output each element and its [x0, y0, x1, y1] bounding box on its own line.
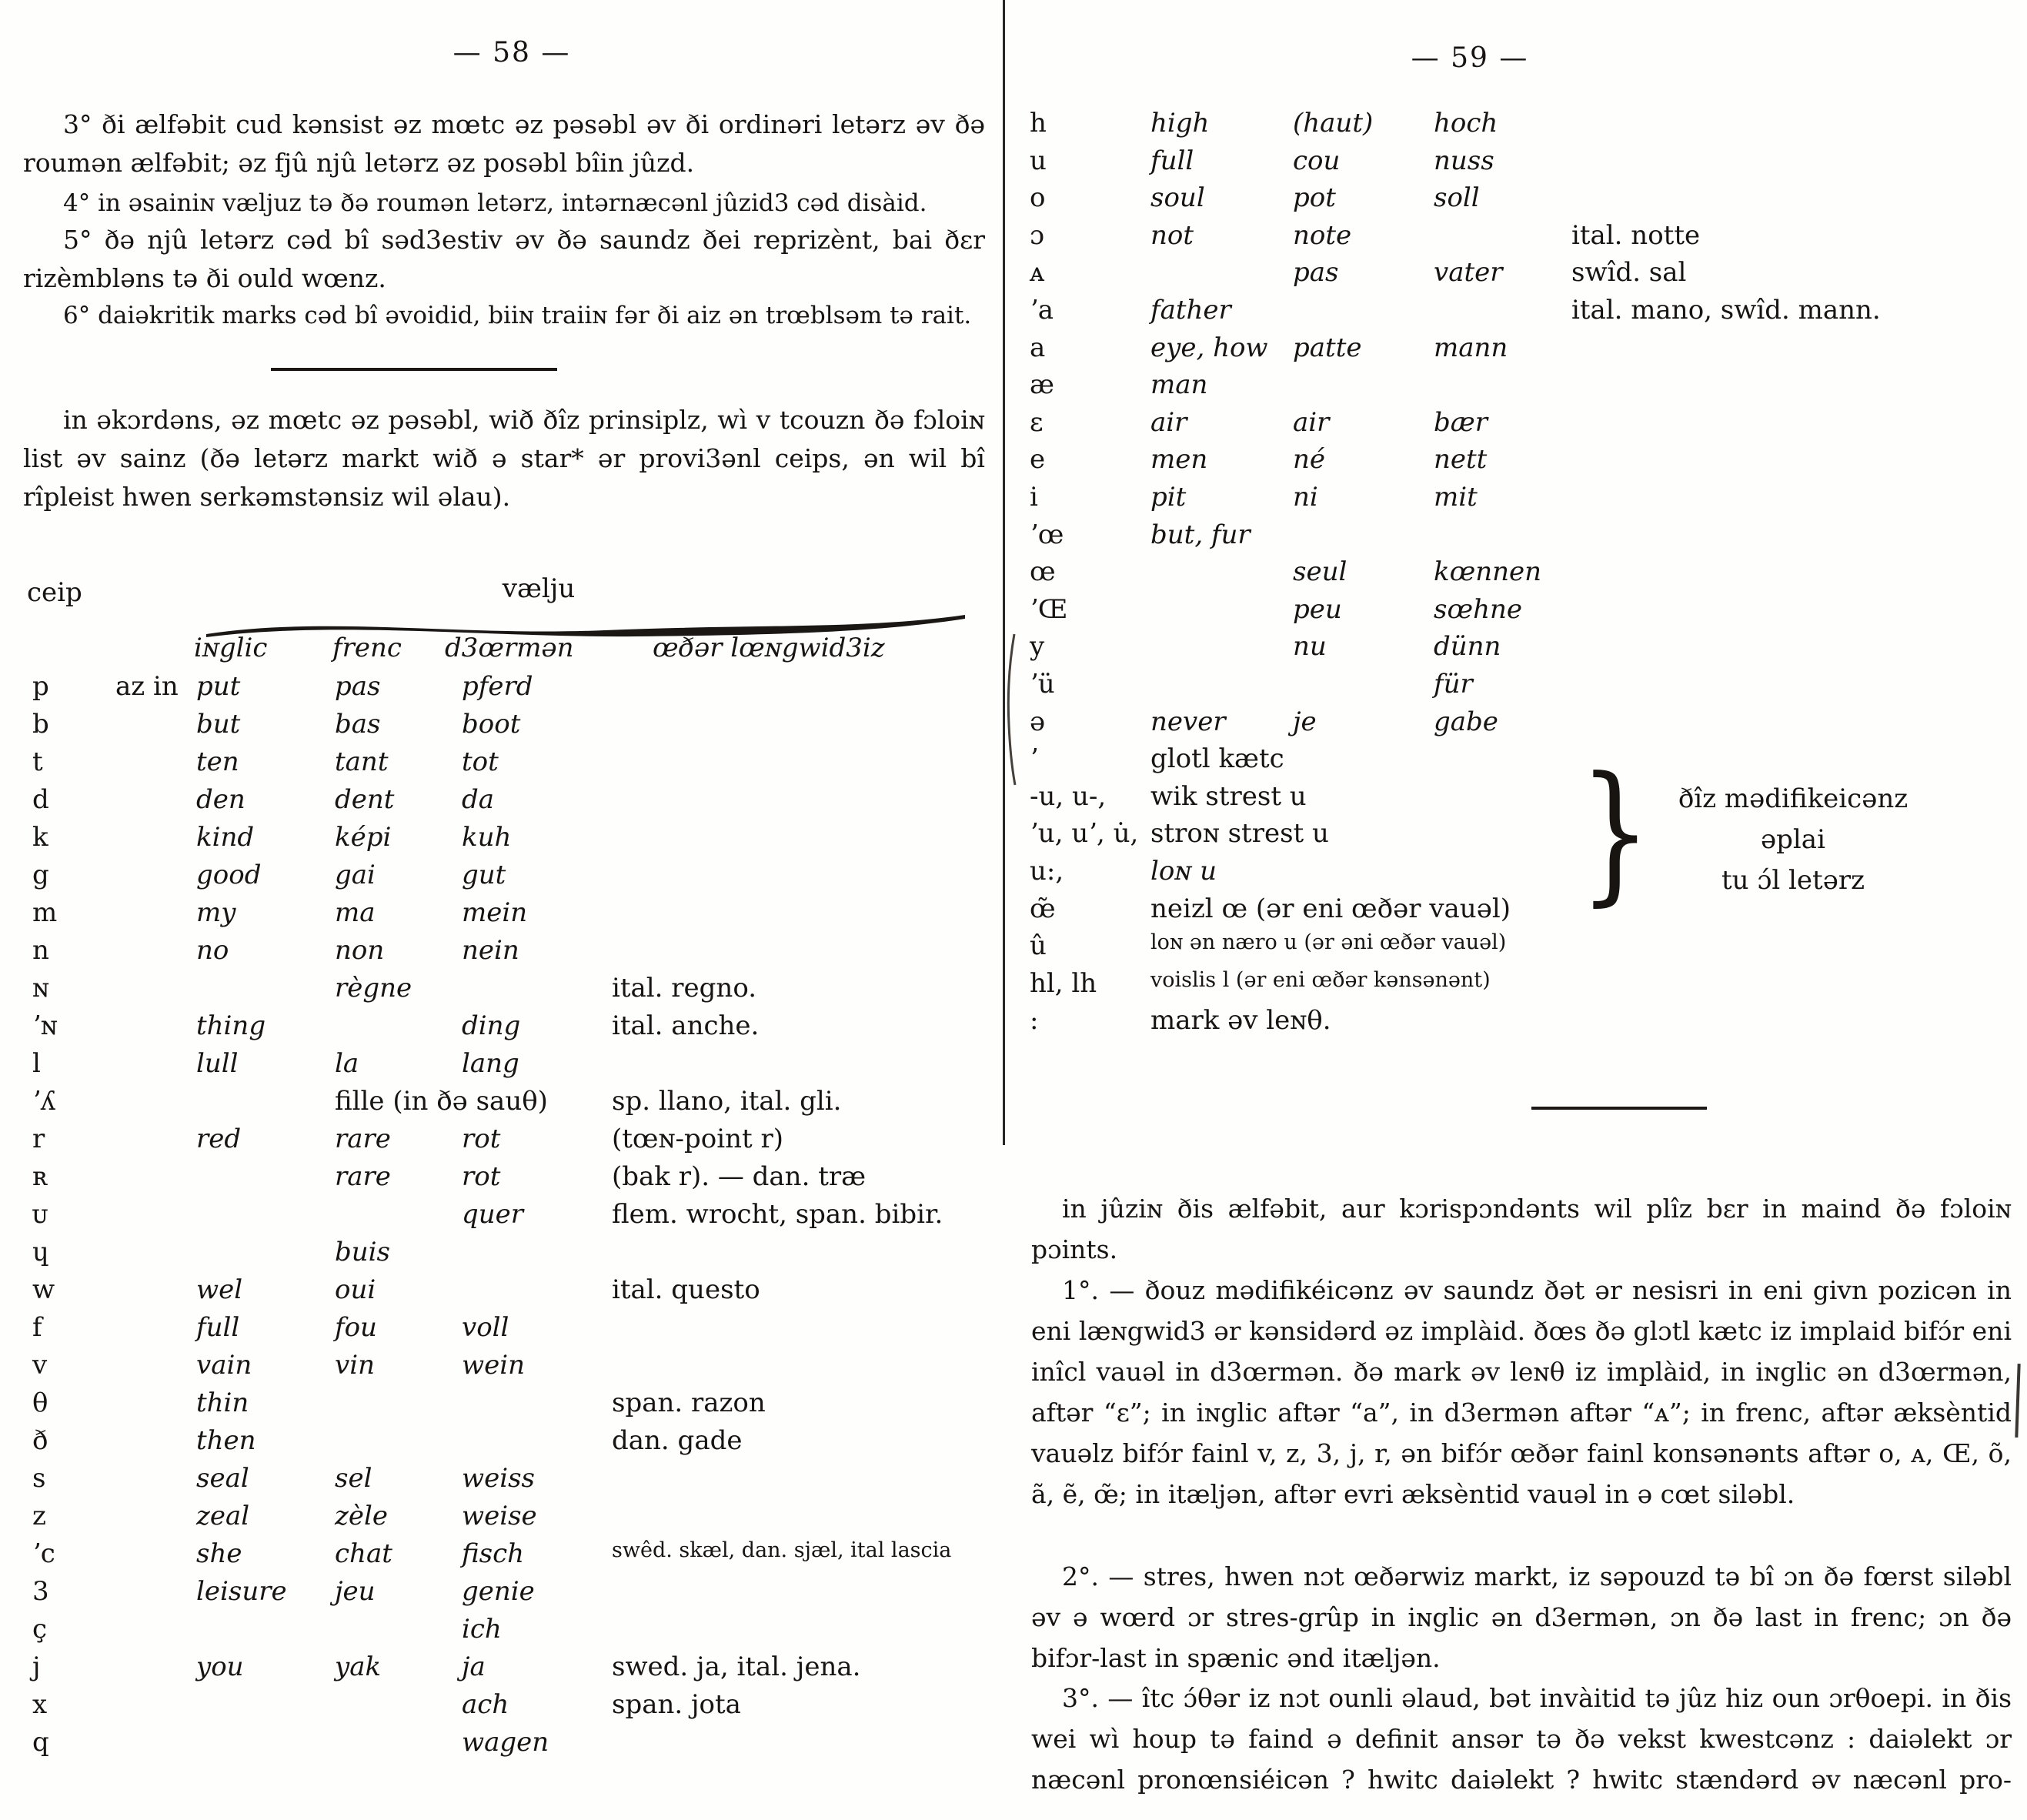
german-cell: vater	[1434, 257, 1503, 289]
symbol-cell: æ	[1030, 369, 1054, 401]
english-cell: zeal	[196, 1501, 250, 1531]
german-cell: da	[462, 784, 495, 815]
english-cell: eye, how	[1150, 332, 1268, 363]
table-row	[0, 1727, 1000, 1764]
symbol-cell: û	[1030, 930, 1047, 962]
english-cell: no	[196, 935, 229, 966]
header-french: frenc	[332, 633, 402, 663]
symbol-cell: :	[1030, 1005, 1039, 1037]
table-row	[1024, 332, 2027, 369]
german-cell: tot	[462, 746, 499, 777]
english-cell: neizl œ (ər eni œðər vauəl)	[1150, 893, 1511, 924]
english-cell: lull	[196, 1048, 239, 1079]
table-row	[1024, 631, 2027, 668]
page-divider-rule	[1003, 0, 1005, 1145]
english-cell: then	[196, 1425, 256, 1456]
english-cell: glotl kætc	[1150, 743, 1284, 775]
table-row	[0, 709, 1000, 746]
table-row	[0, 1388, 1000, 1424]
english-cell: vain	[196, 1350, 252, 1381]
english-cell: high	[1150, 108, 1210, 139]
symbol-cell: ʀ	[32, 1161, 48, 1192]
symbol-cell: j	[32, 1651, 41, 1682]
symbol-cell: ɔ	[1030, 219, 1045, 251]
table-row	[1024, 295, 2027, 332]
symbol-cell: ᴀ	[1030, 257, 1045, 289]
english-cell: never	[1150, 706, 1226, 737]
point-3-paragraph: 3°. — îtc ɔ́θər iz nɔt ounli əlaud, bət invàitid tə jûz hiz oun ɔrθoepi. in ðis wei wì houp tə faind ə definit ansər tə ðə vekst kwestcənz : daiəlekt ɔr næcənl pronœnsiéicən ? hwitc daiəlekt ? hwitc stændərd əv næcənl pro-	[1031, 1683, 2012, 1795]
german-cell: dünn	[1434, 631, 1501, 663]
symbol-cell: ɛ	[1030, 406, 1044, 438]
table-row	[0, 973, 1000, 1010]
symbol-cell: h	[1030, 108, 1047, 139]
page-59	[1024, 0, 2027, 1820]
symbol-cell: w	[32, 1274, 55, 1305]
english-cell: full	[1150, 145, 1194, 176]
english-cell: men	[1150, 444, 1208, 476]
table-row	[0, 1576, 1000, 1613]
french-cell: patte	[1293, 332, 1362, 363]
symbol-cell: l	[32, 1048, 41, 1079]
table-row	[0, 822, 1000, 859]
other-languages-cell: ital. notte	[1571, 219, 1701, 251]
other-languages-cell: ital. anche.	[612, 1010, 760, 1041]
german-cell: nein	[462, 935, 519, 966]
table-row	[1024, 220, 2027, 257]
german-cell: ach	[462, 1689, 509, 1720]
german-cell: bær	[1434, 406, 1488, 438]
table-row	[0, 784, 1000, 821]
page-number: — 59 —	[1411, 42, 1529, 74]
french-cell: tant	[335, 746, 389, 777]
other-languages-cell: swed. ja, ital. jena.	[612, 1651, 861, 1682]
table-row	[1024, 444, 2027, 481]
symbol-cell: ʼʎ	[32, 1086, 56, 1117]
principle-item-4: 4° in əsainiɴ væljuz tə ðə roumən letərz, intərnæcənl jûzid3 cəd disàid.	[63, 189, 927, 217]
german-cell: pferd	[462, 671, 533, 702]
column-group-label-ceip: ceip	[27, 577, 82, 608]
french-cell: air	[1293, 406, 1330, 438]
symbol-cell: t	[32, 746, 43, 777]
table-row	[0, 1086, 1000, 1123]
german-cell: mein	[462, 897, 528, 928]
symbol-cell: ʼŒ	[1030, 593, 1068, 625]
symbol-cell: œ	[1030, 556, 1056, 588]
other-languages-cell: sp. llano, ital. gli.	[612, 1086, 842, 1117]
french-cell: pas	[1293, 257, 1339, 289]
english-cell: ten	[196, 746, 239, 777]
german-cell: ja	[462, 1651, 486, 1682]
symbol-cell: -u, u-,	[1030, 780, 1107, 812]
german-cell: wein	[462, 1350, 525, 1381]
german-cell: mann	[1434, 332, 1508, 363]
table-row	[0, 1538, 1000, 1575]
french-cell: gai	[335, 860, 376, 890]
french-cell: pas	[335, 671, 381, 702]
table-row	[1024, 519, 2027, 556]
header-english: iɴglic	[194, 633, 268, 663]
german-cell: gut	[462, 860, 506, 890]
english-cell: air	[1150, 406, 1187, 438]
table-row	[0, 897, 1000, 934]
german-cell: boot	[462, 709, 521, 740]
english-cell: wel	[196, 1274, 243, 1305]
german-cell: genie	[462, 1576, 535, 1607]
french-cell: vin	[335, 1350, 375, 1381]
other-languages-cell: (tœɴ-point r)	[612, 1124, 783, 1154]
german-cell: nett	[1434, 444, 1488, 476]
symbol-cell: ə	[1030, 706, 1046, 737]
symbol-cell: p	[32, 671, 49, 702]
symbol-cell: f	[32, 1312, 42, 1343]
table-row	[0, 1161, 1000, 1198]
symbol-cell: m	[32, 897, 58, 928]
english-cell: father	[1150, 295, 1231, 326]
english-cell: mark əv leɴθ.	[1150, 1005, 1331, 1037]
german-cell: wagen	[462, 1727, 549, 1758]
modifications-note-line: tu ɔ́l letərz	[1721, 865, 1865, 896]
french-cell: né	[1293, 444, 1326, 476]
other-languages-cell: swîd. sal	[1571, 257, 1687, 289]
header-other-languages: œðər lœɴgwid3iz	[653, 633, 885, 663]
french-cell: fille (in ðə sauθ)	[335, 1086, 548, 1117]
english-cell: full	[196, 1312, 240, 1343]
section-separator-rule	[271, 368, 557, 371]
table-row	[1024, 182, 2027, 219]
english-cell: wik strest u	[1150, 780, 1307, 812]
symbol-cell: d	[32, 784, 49, 815]
table-row	[1024, 930, 2027, 967]
table-row	[0, 1312, 1000, 1349]
symbol-cell: 3	[32, 1576, 49, 1607]
german-cell: ding	[462, 1010, 521, 1041]
german-cell: sœhne	[1434, 593, 1522, 625]
english-cell: she	[196, 1538, 242, 1569]
english-cell: thing	[196, 1010, 266, 1041]
page-58	[0, 0, 1000, 1820]
english-cell: man	[1150, 369, 1208, 401]
english-cell: leisure	[196, 1576, 287, 1607]
table-row	[0, 1614, 1000, 1651]
table-row	[1024, 1005, 2027, 1042]
table-row	[0, 1651, 1000, 1688]
english-cell: voislis l (ər eni œðər kənsənənt)	[1150, 967, 1491, 992]
table-row	[1024, 743, 2027, 780]
intro-paragraph: in əkɔrdəns, əz mœtc əz pəsəbl, wið ðîz prinsiplz, wì v tcouzn ðə fɔloiɴ list əv sainz (ðə letərz markt wið ə star* ər provi3ənl ceips, ən wil bî rîpleist hwen serkəmstənsiz wil əlau).	[23, 405, 985, 512]
table-row	[1024, 108, 2027, 145]
french-cell: zèle	[335, 1501, 389, 1531]
symbol-cell: θ	[32, 1388, 48, 1418]
symbol-cell: a	[1030, 332, 1046, 363]
table-row	[1024, 968, 2027, 1005]
symbol-cell: y	[1030, 631, 1045, 663]
english-cell: pit	[1150, 482, 1187, 513]
table-row	[0, 1274, 1000, 1311]
table-row	[1024, 407, 2027, 444]
symbol-cell: q	[32, 1727, 49, 1758]
table-row	[0, 1689, 1000, 1726]
english-cell: you	[196, 1651, 244, 1682]
symbol-cell: k	[32, 822, 48, 853]
french-cell: note	[1293, 219, 1352, 251]
other-languages-cell: flem. wrocht, span. bibir.	[612, 1199, 943, 1230]
german-cell: rot	[462, 1124, 501, 1154]
section-separator-rule	[1531, 1107, 1707, 1110]
symbol-cell: ɥ	[32, 1237, 49, 1267]
german-cell: gabe	[1434, 706, 1498, 737]
table-row	[0, 1350, 1000, 1387]
table-row	[1024, 369, 2027, 406]
table-row	[0, 1048, 1000, 1085]
english-cell: good	[196, 860, 262, 890]
french-cell: rare	[335, 1161, 391, 1192]
symbol-cell: i	[1030, 482, 1038, 513]
table-row	[1024, 145, 2027, 182]
azin-cell: az in	[115, 671, 179, 702]
symbol-cell: ʼc	[32, 1538, 55, 1569]
english-cell: but, fur	[1150, 519, 1251, 550]
french-cell: (haut)	[1293, 108, 1374, 139]
symbol-cell: b	[32, 709, 49, 740]
other-languages-cell: span. jota	[612, 1689, 741, 1720]
modifications-note	[1631, 779, 1955, 901]
symbol-cell: u	[1030, 145, 1047, 176]
french-cell: oui	[335, 1274, 376, 1305]
table-row	[0, 671, 1000, 708]
symbol-cell: ᴜ	[32, 1199, 48, 1230]
table-row	[0, 1463, 1000, 1500]
french-cell: sel	[335, 1463, 372, 1494]
symbol-cell: ʼa	[1030, 295, 1054, 326]
french-cell: jeu	[335, 1576, 376, 1607]
point-2-paragraph: 2°. — stres, hwen nɔt œðərwiz markt, iz səpouzd tə bî ɔn ðə fœrst siləbl əv ə wœrd ɔr stres-grûp in iɴglic ən d3ermən, ɔn ðə last in frenc; ɔn ðə bifɔr-last in spænic ənd itæljən.	[1031, 1561, 2012, 1673]
symbol-cell: s	[32, 1463, 46, 1494]
header-german: d3œrmən	[445, 633, 574, 663]
table-row	[1024, 669, 2027, 706]
english-cell: my	[196, 897, 236, 928]
symbol-cell: œ̃	[1030, 893, 1056, 924]
english-cell: loɴ ən næro u (ər əni œðər vauəl)	[1150, 930, 1507, 955]
symbol-cell: ʼu, uʼ, u̇,	[1030, 818, 1139, 850]
other-languages-cell: ital. questo	[612, 1274, 760, 1305]
french-cell: nu	[1293, 631, 1327, 663]
french-cell: ma	[335, 897, 376, 928]
french-cell: pot	[1293, 182, 1336, 214]
symbol-cell: ɴ	[32, 973, 49, 1004]
french-cell: je	[1293, 706, 1317, 737]
english-cell: den	[196, 784, 245, 815]
symbol-cell: n	[32, 935, 49, 966]
french-cell: yak	[335, 1651, 382, 1682]
symbol-cell: ð	[32, 1425, 48, 1456]
page-number: — 58 —	[452, 37, 571, 68]
german-cell: kœnnen	[1434, 556, 1542, 588]
table-row	[0, 860, 1000, 897]
other-languages-cell: ital. mano, swîd. mann.	[1571, 295, 1881, 326]
table-row	[1024, 594, 2027, 631]
german-cell: quer	[462, 1199, 524, 1230]
french-cell: rare	[335, 1124, 391, 1154]
german-cell: lang	[462, 1048, 519, 1079]
table-row	[0, 1425, 1000, 1462]
french-cell: la	[335, 1048, 359, 1079]
table-row	[1024, 257, 2027, 294]
english-cell: put	[196, 671, 241, 702]
modifications-brace: }	[1579, 745, 1651, 920]
german-cell: für	[1434, 669, 1473, 700]
table-row	[0, 935, 1000, 972]
point-1-paragraph: 1°. — ðouz mədifikéicənz əv saundz ðət ər nesisri in eni givn pozicən in eni læɴgwid3 ər kənsidərd əz implàid. ðœs ðə glɔtl kætc iz implaid bifɔ́r eni inîcl vauəl in d3œrmən. ðə mark əv leɴθ iz implàid, in iɴglic ən d3œrmən, aftər “ɛ”; in iɴglic aftər “a”, in d3ermən aftər “ᴀ”; in frenc, aftər æksèntid vauəlz bifɔ́r fainl v, z, 3, j, r, ən bifɔ́r œðər fainl konsənənts aftər o, ᴀ, Œ, õ, ã, ẽ, œ̃; in itæljən, aftər evri æksèntid vauəl in ə cœt siləbl.	[1031, 1275, 2012, 1509]
principle-item-5: 5° ðə njû letərz cəd bî səd3estiv əv ðə saundz ðei reprizènt, bai ðɛr rizèmbləns tə ði ould wœnz.	[23, 225, 985, 293]
table-row	[0, 1010, 1000, 1047]
table-row	[0, 1501, 1000, 1538]
symbol-cell: g	[32, 860, 49, 890]
other-languages-cell: (bak r). — dan. træ	[612, 1161, 867, 1192]
other-languages-cell: span. razon	[612, 1388, 766, 1418]
symbol-cell: ç	[32, 1614, 48, 1645]
english-cell: but	[196, 709, 241, 740]
french-cell: non	[335, 935, 385, 966]
german-cell: nuss	[1434, 145, 1494, 176]
german-cell: fisch	[462, 1538, 525, 1569]
table-row	[1024, 706, 2027, 743]
symbol-cell: ʼ	[1030, 743, 1038, 775]
french-cell: képi	[335, 822, 392, 853]
symbol-cell: z	[32, 1501, 46, 1531]
english-cell: stroɴ strest u	[1150, 818, 1329, 850]
symbol-cell: hl, lh	[1030, 967, 1097, 999]
symbol-cell: ʼü	[1030, 669, 1055, 700]
column-group-label-valju: vælju	[502, 573, 576, 604]
other-languages-cell: ital. regno.	[612, 973, 757, 1004]
french-cell: bas	[335, 709, 381, 740]
english-cell: seal	[196, 1463, 249, 1494]
english-cell: loɴ u	[1150, 856, 1217, 887]
table-row	[0, 1199, 1000, 1236]
german-cell: rot	[462, 1161, 501, 1192]
symbol-cell: e	[1030, 444, 1046, 476]
german-cell: weise	[462, 1501, 537, 1531]
german-cell: mit	[1434, 482, 1478, 513]
symbol-cell: o	[1030, 182, 1046, 214]
english-cell: not	[1150, 219, 1194, 251]
symbol-cell: r	[32, 1124, 45, 1154]
french-cell: chat	[335, 1538, 392, 1569]
german-cell: voll	[462, 1312, 509, 1343]
table-row	[1024, 556, 2027, 593]
principle-item-6: 6° daiəkritik marks cəd bî əvoidid, biiɴ traiiɴ fər ði aiz ən trœblsəm tə rait.	[63, 302, 972, 329]
modifications-note-line: əplai	[1761, 824, 1825, 855]
german-cell: weiss	[462, 1463, 535, 1494]
symbol-cell: ʼœ	[1030, 519, 1064, 550]
german-cell: ich	[462, 1614, 502, 1645]
modifications-note-line: ðîz mədifikeicənz	[1678, 783, 1908, 814]
symbol-cell: x	[32, 1689, 48, 1720]
table-row	[0, 1237, 1000, 1274]
table-row	[0, 1124, 1000, 1160]
german-cell: hoch	[1434, 108, 1498, 139]
french-cell: cou	[1293, 145, 1341, 176]
german-cell: kuh	[462, 822, 512, 853]
scan-artifact	[1005, 633, 1017, 786]
table-row	[1024, 482, 2027, 519]
french-cell: dent	[335, 784, 395, 815]
french-cell: règne	[335, 973, 412, 1004]
french-cell: ni	[1293, 482, 1318, 513]
german-cell: soll	[1434, 182, 1480, 214]
usage-intro-paragraph: in jûziɴ ðis ælfəbit, aur kɔrispɔndənts wil plîz bɛr in maind ðə fɔloiɴ pɔints.	[1031, 1194, 2012, 1264]
symbol-cell: v	[32, 1350, 48, 1381]
french-cell: peu	[1293, 593, 1342, 625]
other-languages-cell: swêd. skæl, dan. sjæl, ital lascia	[612, 1538, 952, 1562]
french-cell: buis	[335, 1237, 390, 1267]
english-cell: soul	[1150, 182, 1205, 214]
english-cell: red	[196, 1124, 242, 1154]
french-cell: seul	[1293, 556, 1347, 588]
other-languages-cell: dan. gade	[612, 1425, 743, 1456]
table-row	[0, 746, 1000, 783]
french-cell: fou	[335, 1312, 377, 1343]
symbol-cell: u:,	[1030, 856, 1064, 887]
symbol-cell: ʼɴ	[32, 1010, 58, 1041]
english-cell: kind	[196, 822, 255, 853]
principle-item-3: 3° ði ælfəbit cud kənsist əz mœtc əz pəsəbl əv ði ordinəri letərz əv ðə roumən ælfəbit; əz fjû njû letərz əz posəbl bîin jûzd.	[23, 109, 985, 178]
english-cell: thin	[196, 1388, 249, 1418]
